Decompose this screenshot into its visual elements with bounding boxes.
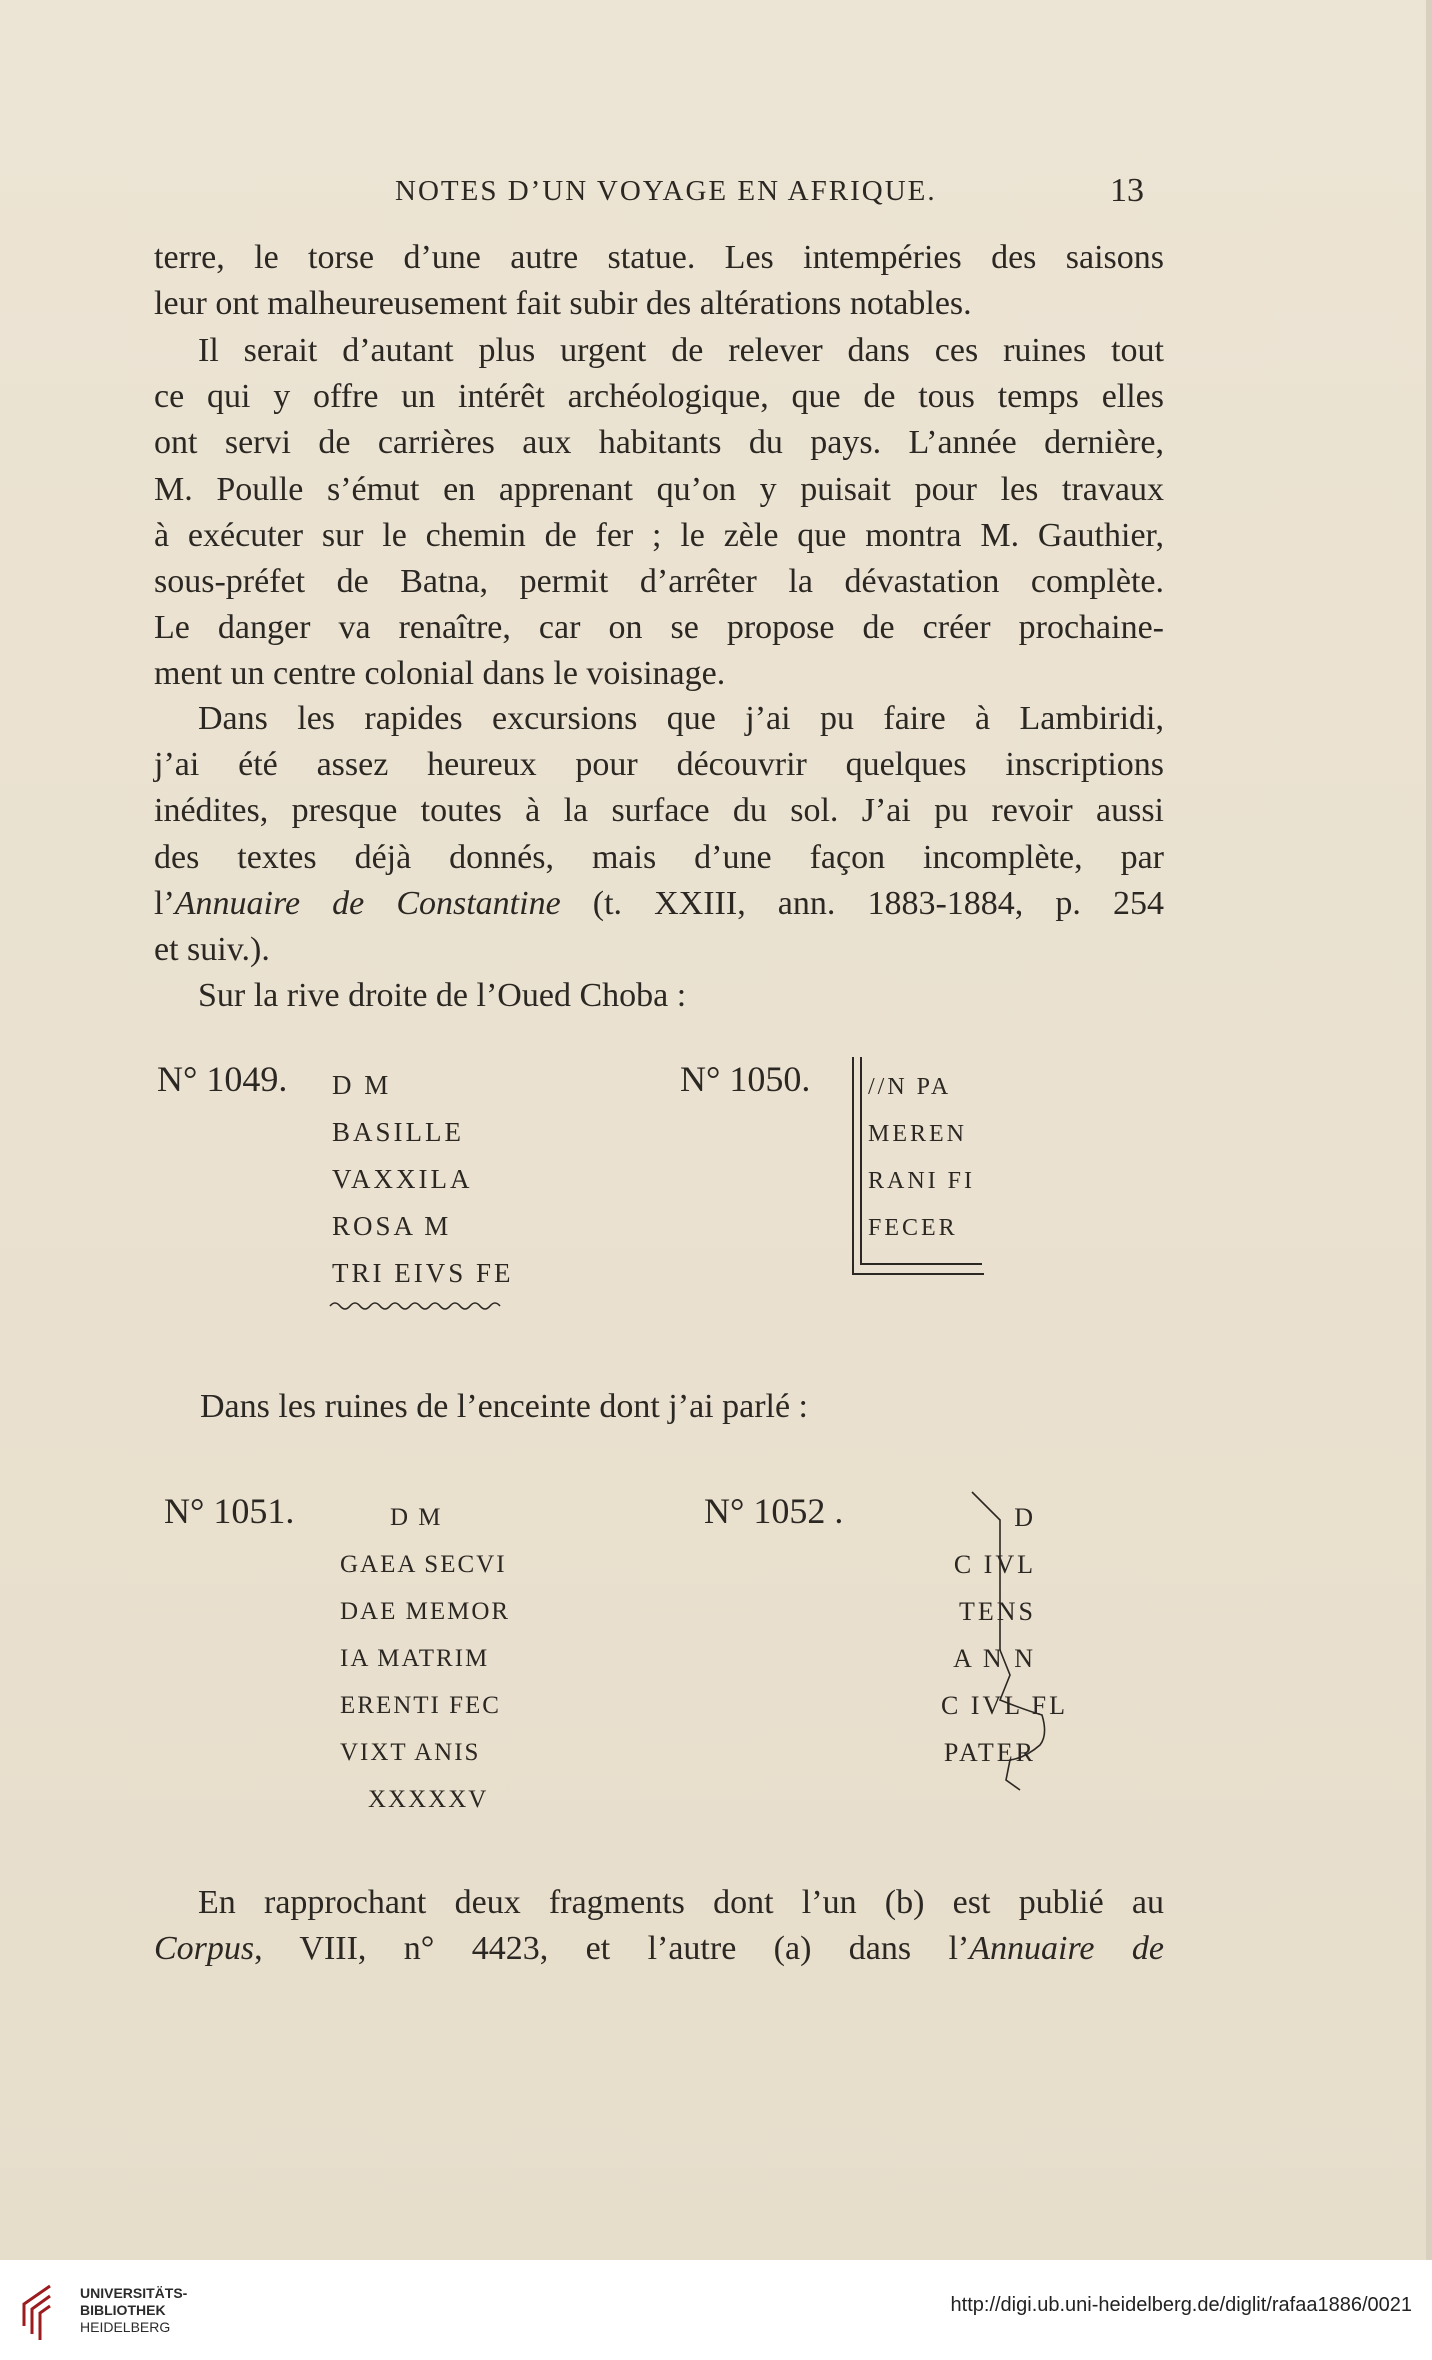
paragraph-1 bbox=[154, 235, 1164, 327]
closing-paragraph bbox=[154, 1880, 1164, 1972]
inscription-1049 bbox=[332, 1062, 514, 1297]
inscription-line: D M bbox=[390, 1504, 443, 1531]
inscription-number-1049: N° 1049. bbox=[157, 1059, 288, 1099]
inscription-line: ROSA M bbox=[332, 1211, 452, 1241]
annuaire-title: Annuaire de Constantine bbox=[174, 884, 561, 922]
library-name-line: HEIDELBERG bbox=[80, 2319, 171, 2335]
inscription-line: TRI EIVS FE bbox=[332, 1258, 514, 1288]
paragraph-3 bbox=[154, 696, 1164, 1019]
inscription-number-1051: N° 1051. bbox=[164, 1491, 295, 1531]
inscription-line: TENS bbox=[959, 1597, 1036, 1626]
library-name bbox=[80, 2285, 187, 2336]
library-name-line: BIBLIOTHEK bbox=[80, 2302, 166, 2318]
inscription-line: ERENTI FEC bbox=[340, 1692, 501, 1719]
text-line bbox=[154, 881, 1164, 927]
text-line bbox=[154, 1926, 1164, 1972]
wavy-break-line bbox=[328, 1298, 503, 1314]
inscriptions-caption: Dans les ruines de l’enceinte dont j’ai parlé : bbox=[200, 1388, 808, 1425]
text-line: ce qui y offre un intérêt archéologique, que de tous temps elles bbox=[154, 378, 1164, 416]
inscription-line: DAE MEMOR bbox=[340, 1598, 511, 1625]
inscription-line: C IVL FL bbox=[940, 1691, 1068, 1720]
text-line: Le danger va renaître, car on se propose de créer prochaine- bbox=[154, 609, 1164, 647]
text-line: des textes déjà donnés, mais d’une façon incomplète, par bbox=[154, 838, 1164, 876]
text-line: Il serait d’autant plus urgent de relever dans ces ruines tout bbox=[198, 332, 1164, 369]
page-edge bbox=[1426, 0, 1432, 2260]
inscription-line: //N PA bbox=[868, 1074, 952, 1100]
inscription-line: VAXXILA bbox=[332, 1164, 473, 1194]
inscription-1050 bbox=[868, 1064, 975, 1252]
inscription-line: IA MATRIM bbox=[340, 1645, 490, 1672]
paragraph-2 bbox=[154, 328, 1164, 698]
ref-prefix: l’ bbox=[154, 884, 175, 922]
inscription-line: XXXXXV bbox=[368, 1786, 489, 1813]
text-mid: , VIII, n° 4423, et l’autre (a) dans l’ bbox=[254, 1930, 970, 1968]
library-name-line: UNIVERSITÄTS- bbox=[80, 2285, 188, 2301]
inscription-number-1052: N° 1052 . bbox=[704, 1491, 844, 1531]
inscription-number-1050: N° 1050. bbox=[680, 1059, 811, 1099]
text-line: ont servi de carrières aux habitants du pays. L’année dernière, bbox=[154, 424, 1164, 462]
text-line: et suiv.). bbox=[154, 931, 270, 969]
annuaire-title: Annuaire de bbox=[969, 1930, 1164, 1968]
text-line: terre, le torse d’une autre statue. Les intempéries des saisons bbox=[154, 239, 1164, 276]
inscription-line: BASILLE bbox=[332, 1117, 464, 1147]
text-line: Dans les rapides excursions que j’ai pu faire à Lambiridi, bbox=[198, 700, 1164, 737]
page-number: 13 bbox=[1110, 172, 1144, 209]
inscription-line: D M bbox=[332, 1070, 392, 1100]
text-line: ment un centre colonial dans le voisinage. bbox=[154, 655, 726, 693]
corpus-title: Corpus bbox=[154, 1930, 255, 1968]
ref-rest: (t. XXIII, ann. 1883-1884, p. 254 bbox=[560, 884, 1164, 922]
text-line: à exécuter sur le chemin de fer ; le zèle que montra M. Gauthier, bbox=[154, 516, 1164, 554]
source-url-link[interactable]: http://digi.ub.uni-heidelberg.de/diglit/rafaa1886/0021 bbox=[950, 2294, 1412, 2316]
inscription-1051 bbox=[340, 1494, 510, 1823]
broken-edge-line bbox=[970, 1490, 1060, 1800]
text-line: sous-préfet de Batna, permit d’arrêter la dévastation complète. bbox=[154, 563, 1164, 601]
inscription-line: C IVL bbox=[953, 1550, 1036, 1579]
inscription-line: D bbox=[1014, 1503, 1036, 1532]
inscription-line: GAEA SECVI bbox=[340, 1551, 507, 1578]
text-line: En rapprochant deux fragments dont l’un (b) est publié au bbox=[198, 1884, 1164, 1921]
text-line: inédites, presque toutes à la surface du sol. J’ai pu revoir aussi bbox=[154, 792, 1164, 830]
inscription-line: RANI FI bbox=[868, 1168, 976, 1194]
library-logo-icon bbox=[16, 2282, 64, 2342]
running-head: NOTES D’UN VOYAGE EN AFRIQUE. bbox=[395, 175, 937, 207]
inscription-line: MEREN bbox=[868, 1121, 967, 1147]
text-line: leur ont malheureusement fait subir des altérations notables. bbox=[154, 285, 972, 323]
text-line: Sur la rive droite de l’Oued Choba : bbox=[198, 977, 687, 1015]
text-line: M. Poulle s’émut en apprenant qu’on y puisait pour les travaux bbox=[154, 470, 1164, 508]
inscription-line: A N N bbox=[953, 1644, 1036, 1673]
inscription-line: PATER bbox=[943, 1738, 1036, 1767]
inscription-line: FECER bbox=[868, 1215, 958, 1241]
inscription-line: VIXT ANIS bbox=[340, 1739, 481, 1766]
text-line: j’ai été assez heureux pour découvrir quelques inscriptions bbox=[154, 746, 1164, 784]
